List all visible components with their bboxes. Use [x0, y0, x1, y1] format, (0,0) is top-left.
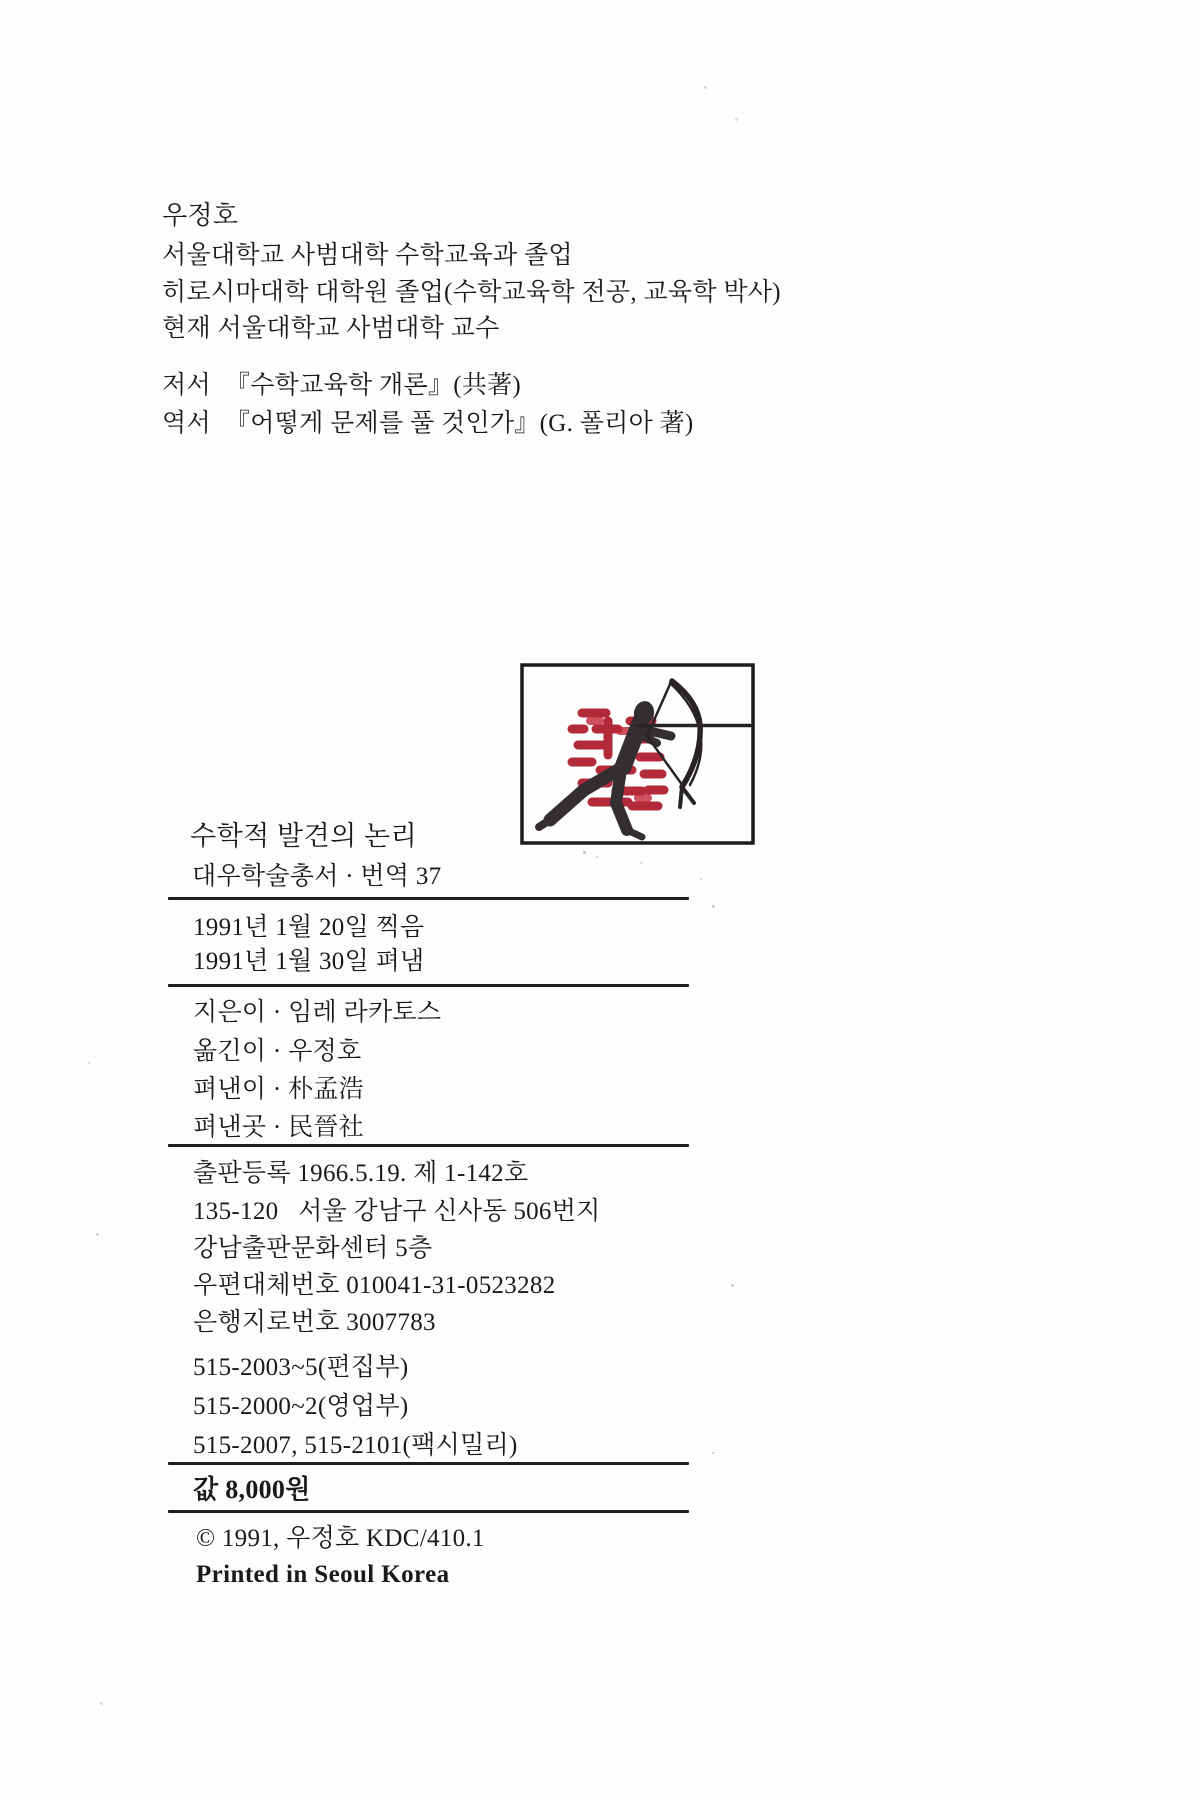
scan-speck — [700, 878, 702, 880]
copyright-line: © 1991, 우정호 KDC/410.1 — [196, 1525, 485, 1552]
scan-speck — [712, 905, 715, 908]
price-label: 값 8,000원 — [193, 1475, 311, 1504]
work-row-authored — [162, 370, 521, 401]
scan-speck — [704, 86, 707, 89]
divider-rule — [168, 1510, 689, 1513]
credit-publisher-company: 펴낸곳 · 民晉社 — [193, 1114, 364, 1141]
divider-rule — [168, 1462, 689, 1465]
scan-speck — [88, 1062, 90, 1064]
divider-rule — [168, 984, 689, 987]
printed-in-line: Printed in Seoul Korea — [196, 1561, 450, 1588]
work-title: 『어떻게 문제를 풀 것인가』(G. 폴리아 著) — [224, 410, 694, 437]
book-title: 수학적 발견의 논리 — [190, 821, 418, 851]
credit-author: 지은이 · 임레 라카토스 — [193, 999, 442, 1026]
bio-line-current: 현재 서울대학교 사범대학 교수 — [162, 315, 500, 342]
credit-translator: 옮긴이 · 우정호 — [193, 1038, 362, 1065]
postal-transfer-number: 우편대체번호 010041-31-0523282 — [193, 1272, 556, 1299]
print-date: 1991년 1월 20일 찍음 — [193, 914, 425, 941]
scan-speck — [96, 1233, 99, 1236]
work-label: 저서 — [162, 372, 211, 399]
bio-line-graduate: 히로시마대학 대학원 졸업(수학교육학 전공, 교육학 박사) — [162, 279, 781, 306]
phone-sales: 515-2000~2(영업부) — [193, 1393, 409, 1420]
work-row-translated — [162, 408, 694, 439]
publisher-logo — [520, 663, 755, 845]
scan-speck — [712, 1452, 714, 1454]
credit-publisher-person: 펴낸이 · 朴孟浩 — [193, 1076, 364, 1103]
scan-speck — [735, 118, 738, 121]
author-name: 우정호 — [162, 201, 239, 230]
address-line-2: 강남출판문화센터 5층 — [193, 1235, 433, 1262]
phone-editorial: 515-2003~5(편집부) — [193, 1354, 409, 1381]
scan-speck — [100, 1702, 103, 1705]
scan-speck — [596, 856, 598, 858]
bank-giro-number: 은행지로번호 3007783 — [193, 1309, 436, 1336]
scan-speck — [731, 1284, 734, 1287]
registration-line: 출판등록 1966.5.19. 제 1-142호 — [193, 1160, 529, 1187]
scan-speck — [640, 862, 642, 864]
work-label: 역서 — [162, 410, 211, 437]
publish-date: 1991년 1월 30일 펴냄 — [193, 948, 425, 975]
work-title: 『수학교육학 개론』(共著) — [224, 372, 522, 399]
bio-line-education: 서울대학교 사범대학 수학교육과 졸업 — [162, 242, 573, 269]
phone-facsimile: 515-2007, 515-2101(팩시밀리) — [193, 1432, 518, 1459]
address-line: 135-120 서울 강남구 신사동 506번지 — [193, 1198, 601, 1225]
scan-speck — [583, 851, 586, 854]
divider-rule — [168, 1144, 689, 1147]
divider-rule — [168, 897, 689, 900]
series-label: 대우학술총서 · 번역 37 — [192, 863, 442, 890]
publisher-archer-icon — [520, 663, 755, 845]
